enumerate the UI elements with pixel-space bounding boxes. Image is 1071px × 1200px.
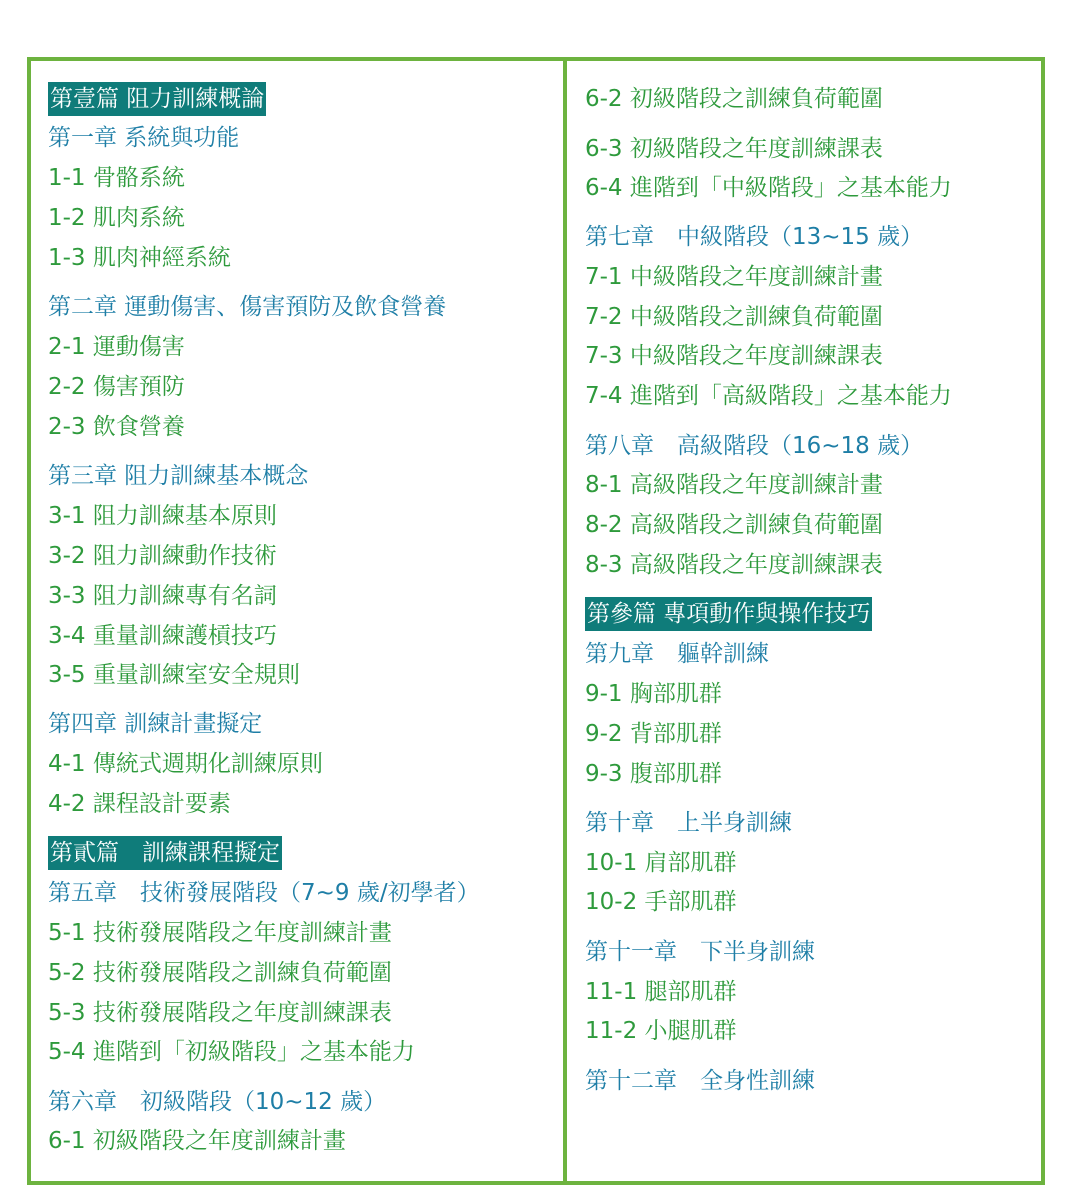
toc-item: 3-4 重量訓練護槓技巧 xyxy=(48,623,277,649)
toc-chapter: 第三章 阻力訓練基本概念 xyxy=(48,463,309,489)
toc-item: 5-4 進階到「初級階段」之基本能力 xyxy=(48,1039,415,1065)
toc-item: 7-4 進階到「高級階段」之基本能力 xyxy=(585,383,952,409)
toc-part: 第壹篇 阻力訓練概論 xyxy=(48,82,266,116)
toc-part: 第參篇 專項動作與操作技巧 xyxy=(585,597,872,631)
toc-chapter: 第七章 中級階段（13~15 歲） xyxy=(585,224,924,250)
toc-item: 1-2 肌肉系統 xyxy=(48,205,185,231)
toc-item: 7-3 中級階段之年度訓練課表 xyxy=(585,343,883,369)
toc-chapter: 第五章 技術發展階段（7~9 歲/初學者） xyxy=(48,880,480,906)
toc-item: 3-5 重量訓練室安全規則 xyxy=(48,662,300,688)
toc-item: 7-2 中級階段之訓練負荷範圍 xyxy=(585,304,883,330)
toc-item: 5-1 技術發展階段之年度訓練計畫 xyxy=(48,920,392,946)
toc-item: 8-2 高級階段之訓練負荷範圍 xyxy=(585,512,883,538)
toc-chapter: 第十二章 全身性訓練 xyxy=(585,1068,815,1094)
toc-item: 5-2 技術發展階段之訓練負荷範圍 xyxy=(48,960,392,986)
toc-item: 2-1 運動傷害 xyxy=(48,334,185,360)
toc-chapter: 第四章 訓練計畫擬定 xyxy=(48,711,263,737)
toc-chapter: 第十章 上半身訓練 xyxy=(585,810,792,836)
column-divider xyxy=(563,57,567,1185)
toc-item: 6-2 初級階段之訓練負荷範圍 xyxy=(585,86,883,112)
toc-item: 6-3 初級階段之年度訓練課表 xyxy=(585,136,883,162)
toc-item: 11-1 腿部肌群 xyxy=(585,979,737,1005)
toc-item: 2-3 飲食營養 xyxy=(48,414,185,440)
toc-item: 1-3 肌肉神經系統 xyxy=(48,245,231,271)
toc-item: 6-1 初級階段之年度訓練計畫 xyxy=(48,1128,346,1154)
toc-part: 第貳篇 訓練課程擬定 xyxy=(48,836,282,870)
toc-item: 4-2 課程設計要素 xyxy=(48,791,231,817)
toc-item: 10-2 手部肌群 xyxy=(585,889,737,915)
toc-item: 8-1 高級階段之年度訓練計畫 xyxy=(585,472,883,498)
toc-item: 9-3 腹部肌群 xyxy=(585,761,722,787)
toc-item: 3-2 阻力訓練動作技術 xyxy=(48,543,277,569)
toc-item: 3-3 阻力訓練專有名詞 xyxy=(48,583,277,609)
toc-chapter: 第六章 初級階段（10~12 歲） xyxy=(48,1089,387,1115)
toc-chapter: 第一章 系統與功能 xyxy=(48,125,240,151)
toc-item: 2-2 傷害預防 xyxy=(48,374,185,400)
toc-chapter: 第八章 高級階段（16~18 歲） xyxy=(585,433,924,459)
toc-item: 8-3 高級階段之年度訓練課表 xyxy=(585,552,883,578)
toc-item: 5-3 技術發展階段之年度訓練課表 xyxy=(48,1000,392,1026)
toc-item: 10-1 肩部肌群 xyxy=(585,850,737,876)
toc-chapter: 第九章 軀幹訓練 xyxy=(585,641,769,667)
toc-item: 4-1 傳統式週期化訓練原則 xyxy=(48,751,323,777)
toc-item: 3-1 阻力訓練基本原則 xyxy=(48,503,277,529)
toc-item: 1-1 骨骼系統 xyxy=(48,165,185,191)
toc-item: 7-1 中級階段之年度訓練計畫 xyxy=(585,264,883,290)
toc-chapter: 第十一章 下半身訓練 xyxy=(585,939,815,965)
toc-item: 6-4 進階到「中級階段」之基本能力 xyxy=(585,175,952,201)
toc-item: 11-2 小腿肌群 xyxy=(585,1018,737,1044)
toc-item: 9-2 背部肌群 xyxy=(585,721,722,747)
toc-chapter: 第二章 運動傷害、傷害預防及飲食營養 xyxy=(48,294,447,320)
toc-item: 9-1 胸部肌群 xyxy=(585,681,722,707)
